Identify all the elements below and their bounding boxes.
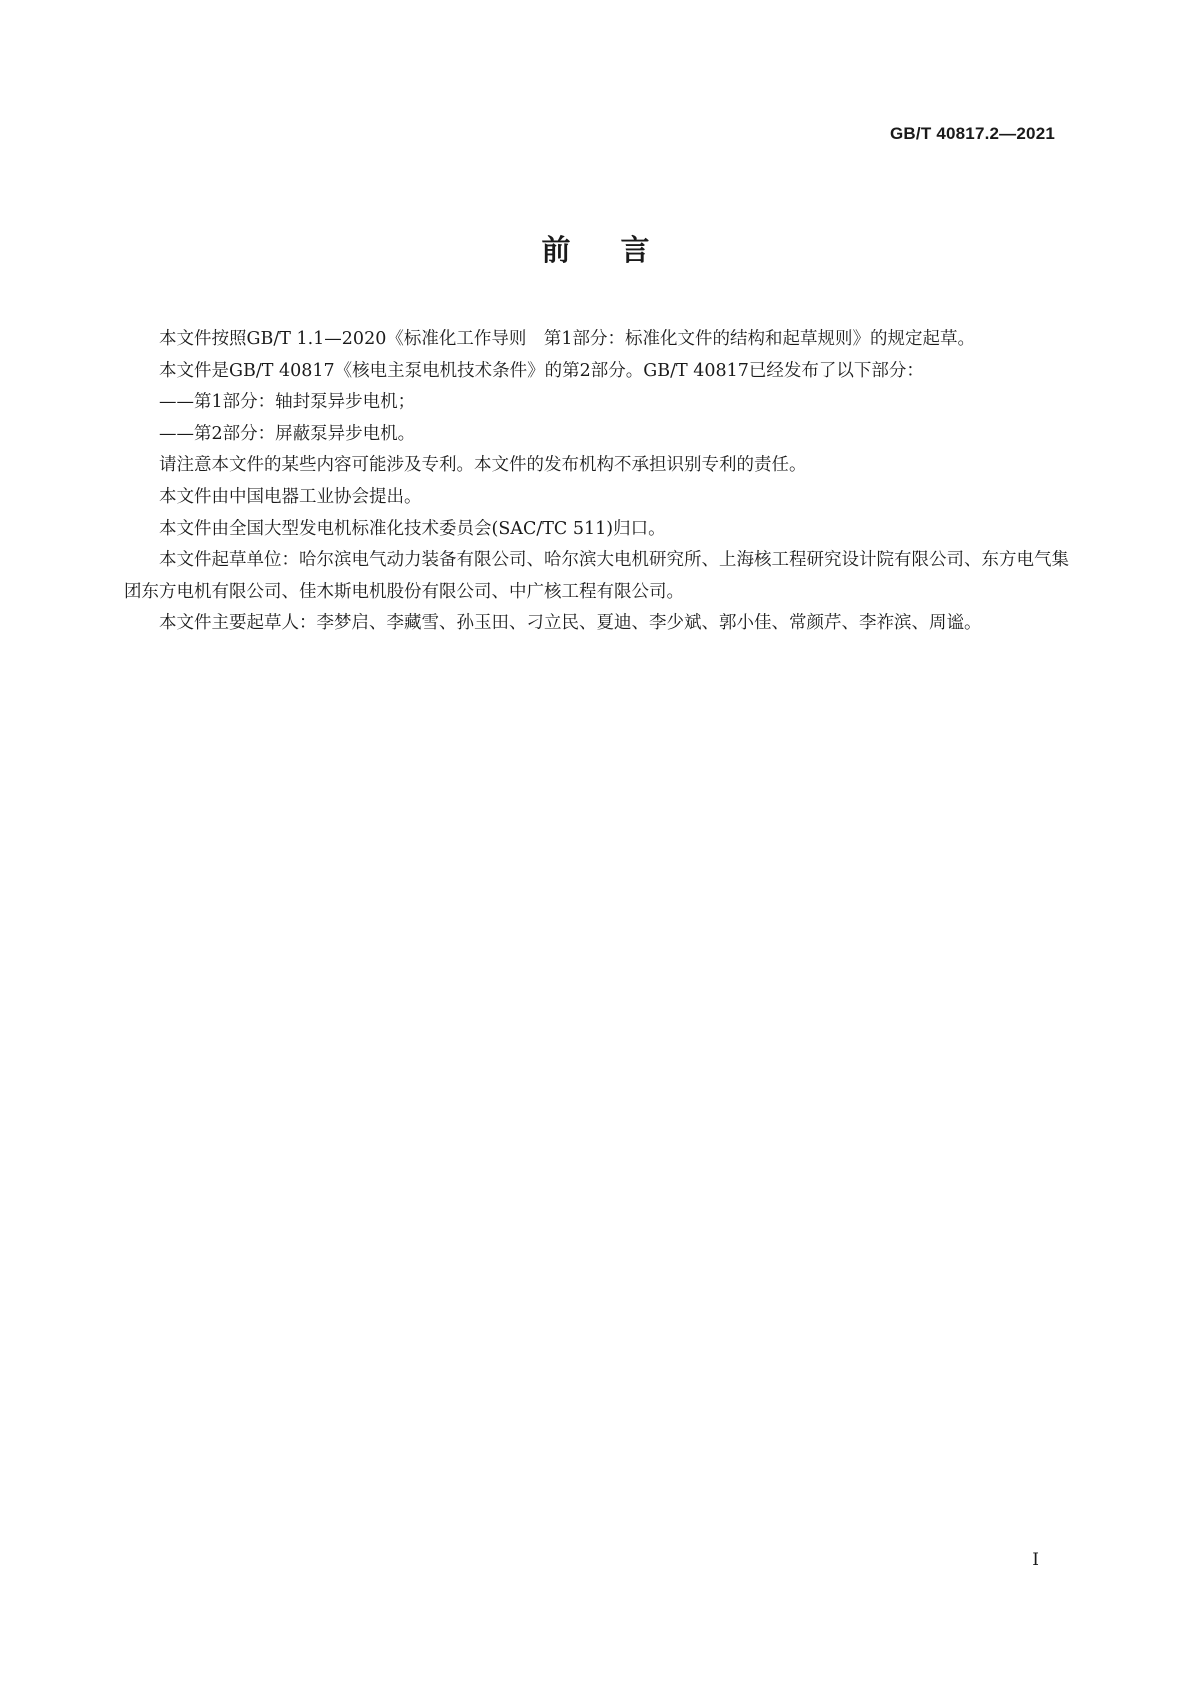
paragraph-series-info: 本文件是GB/T 40817《核电主泵电机技术条件》的第2部分。GB/T 40817已经发布了以下部分： — [159, 360, 924, 381]
paragraph-drafting-rules: 本文件按照GB/T 1.1—2020《标准化工作导则 第1部分：标准化文件的结构和起草规则》的规定起草。 — [159, 329, 975, 349]
paragraph-patent-notice: 请注意本文件的某些内容可能涉及专利。本文件的发布机构不承担识别专利的责任。 — [159, 455, 807, 476]
list-item-part-1: ——第1部分：轴封泵异步电机； — [159, 392, 416, 413]
standard-number: GB/T 40817.2—2021 — [890, 124, 1055, 143]
paragraph-proposed-by: 本文件由中国电器工业协会提出。 — [159, 486, 422, 507]
page-title: 前言 — [541, 233, 700, 267]
paragraph-drafting-organizations: 本文件起草单位：哈尔滨电气动力装备有限公司、哈尔滨大电机研究所、上海核工程研究设计院有限公司、东方电气集团东方电机有限公司、佳木斯电机股份有限公司、中广核工程有限公司。 — [124, 550, 1069, 602]
paragraph-technical-committee: 本文件由全国大型发电机标准化技术委员会(SAC/TC 511)归口。 — [159, 518, 666, 539]
page-number: I — [1032, 1550, 1039, 1570]
foreword-body — [124, 324, 1070, 640]
paragraph-drafters: 本文件主要起草人：李梦启、李藏雪、孙玉田、刁立民、夏迪、李少斌、郭小佳、常颜芹、李祚滨、周谧。 — [159, 613, 982, 634]
list-item-part-2: ——第2部分：屏蔽泵异步电机。 — [159, 423, 416, 444]
